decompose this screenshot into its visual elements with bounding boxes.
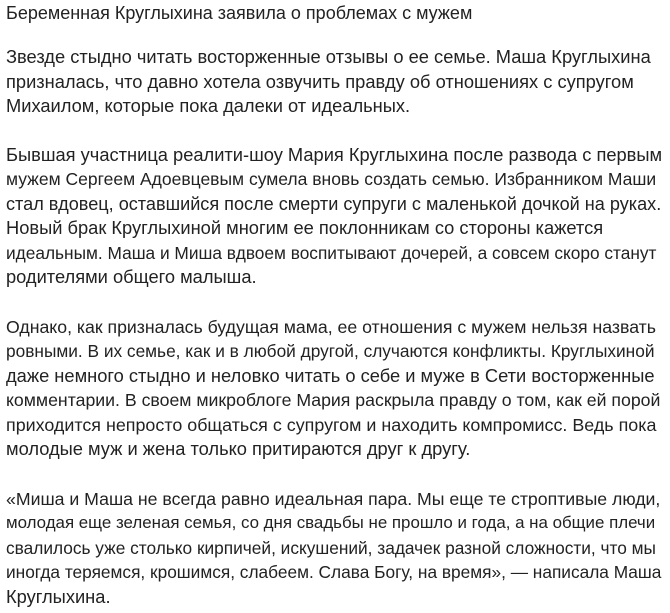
paragraph-line: идеальным. Маша и Миша вдвоем воспитывают дочерей, а совсем скоро станут	[6, 242, 657, 263]
paragraph-line: Новый брак Круглыхиной многим ее поклонникам со стороны кажется	[6, 217, 604, 238]
paragraph-line: Михаилом, которые пока далеки от идеальных.	[6, 95, 411, 116]
paragraph-line: Круглыхина.	[6, 585, 111, 607]
paragraph-line: призналась, что давно хотела озвучить правду об отношениях с супругом	[6, 70, 634, 92]
paragraph-line: Звезде стыдно читать восторженные отзывы о ее семье. Маша Круглыхина	[6, 46, 651, 67]
article-paragraph	[6, 315, 662, 462]
paragraph-line: даже немного стыдно и неловко читать о себе и муже в Сети восторженные	[6, 364, 655, 386]
paragraph-line: родителями общего малыша.	[6, 266, 257, 287]
article-paragraph	[6, 143, 662, 290]
paragraph-line: ровными. В их семье, как и в любой другой, случаются конфликты. Круглыхиной	[6, 341, 655, 361]
paragraph-line: стал вдовец, оставшийся после смерти супруги с маленькой дочкой на руках.	[6, 193, 662, 214]
paragraph-line: молодые муж и жена только притираются друг к другу.	[6, 438, 471, 459]
paragraph-line: комментарии. В своем микроблоге Мария раскрыла правду о том, как ей порой	[6, 390, 661, 410]
paragraph-line: иногда теряемся, крошимся, слабеем. Слава Богу, на время», — написала Маша	[6, 562, 662, 582]
paragraph-line: «Миша и Маша не всегда равно идеальная пара. Мы еще те строптивые люди,	[6, 488, 661, 509]
paragraph-line: приходится непросто общаться с супругом и находить компромисс. Ведь пока	[6, 414, 657, 435]
article-paragraph	[6, 487, 662, 610]
paragraph-line: свалилось уже столько кирпичей, искушений, задачек разной сложности, что мы	[6, 537, 656, 558]
paragraph-line: Однако, как призналась будущая мама, ее отношения с мужем нельзя назвать	[6, 316, 656, 337]
article-title: Беременная Круглыхина заявила о проблемах с мужем	[6, 3, 473, 23]
paragraph-line: молодая еще зеленая семья, со дня свадьбы не прошло и года, а на общие плечи	[6, 513, 656, 532]
paragraph-line: мужем Сергеем Адоевцевым сумела вновь создать семью. Избранником Маши	[6, 169, 657, 189]
article-paragraph	[6, 45, 662, 119]
paragraph-line: Бывшая участница реалити-шоу Мария Круглыхина после развода с первым	[6, 143, 663, 165]
